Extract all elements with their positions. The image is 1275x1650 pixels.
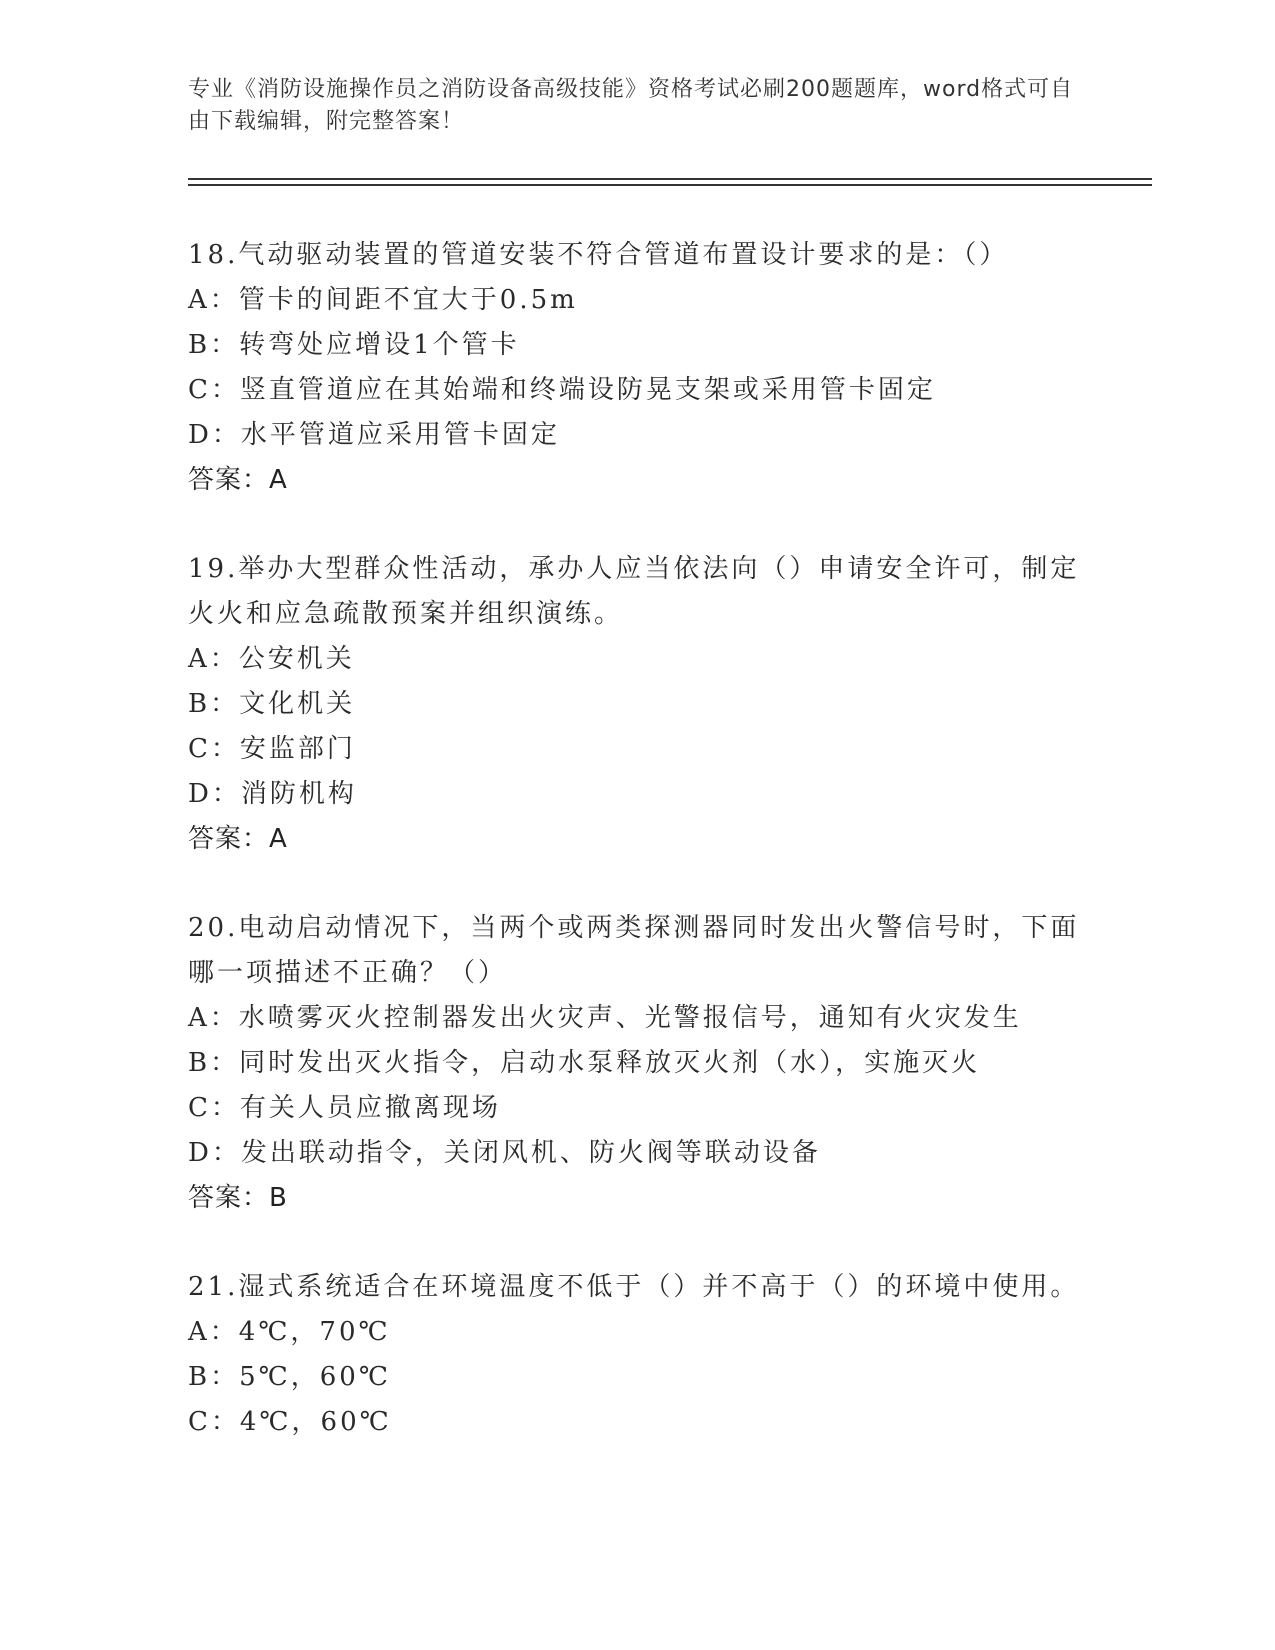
option-b: B：文化机关 <box>188 689 356 719</box>
header-divider-bottom <box>188 184 1152 186</box>
question-20 <box>188 906 1088 1221</box>
question-21 <box>188 1265 1088 1445</box>
answer-line: 答案：A <box>188 824 288 854</box>
question-stem: 18.气动驱动装置的管道安装不符合管道布置设计要求的是：（） <box>188 240 1009 270</box>
option-a: A：4℃，70℃ <box>188 1317 391 1347</box>
answer-line: 答案：A <box>188 465 288 495</box>
question-list <box>188 233 1088 1489</box>
header-divider-top <box>188 178 1152 180</box>
document-header: 专业《消防设施操作员之消防设备高级技能》资格考试必刷200题题库，word格式可自由下载编辑，附完整答案！ <box>188 77 1074 134</box>
question-stem: 20.电动启动情况下，当两个或两类探测器同时发出火警信号时，下面哪一项描述不正确？（） <box>188 913 1080 988</box>
option-c: C：竖直管道应在其始端和终端设防晃支架或采用管卡固定 <box>188 375 936 405</box>
option-d: D：消防机构 <box>188 779 357 809</box>
option-c: C：有关人员应撤离现场 <box>188 1093 501 1123</box>
option-b: B：5℃，60℃ <box>188 1362 391 1392</box>
option-b: B：转弯处应增设1个管卡 <box>188 330 520 360</box>
option-a: A：管卡的间距不宜大于0.5m <box>188 285 578 315</box>
question-18 <box>188 233 1088 503</box>
option-a: A：水喷雾灭火控制器发出火灾声、光警报信号，通知有火灾发生 <box>188 1003 1022 1033</box>
answer-line: 答案：B <box>188 1183 288 1213</box>
question-stem: 19.举办大型群众性活动，承办人应当依法向（）申请安全许可，制定火火和应急疏散预案并组织演练。 <box>188 554 1080 629</box>
question-19 <box>188 547 1088 862</box>
option-d: D：发出联动指令，关闭风机、防火阀等联动设备 <box>188 1138 821 1168</box>
option-a: A：公安机关 <box>188 644 355 674</box>
option-b: B：同时发出灭火指令，启动水泵释放灭火剂（水），实施灭火 <box>188 1048 981 1078</box>
option-c: C：安监部门 <box>188 734 356 764</box>
option-c: C：4℃，60℃ <box>188 1407 392 1437</box>
option-d: D：水平管道应采用管卡固定 <box>188 420 560 450</box>
question-stem: 21.湿式系统适合在环境温度不低于（）并不高于（）的环境中使用。 <box>188 1272 1080 1302</box>
